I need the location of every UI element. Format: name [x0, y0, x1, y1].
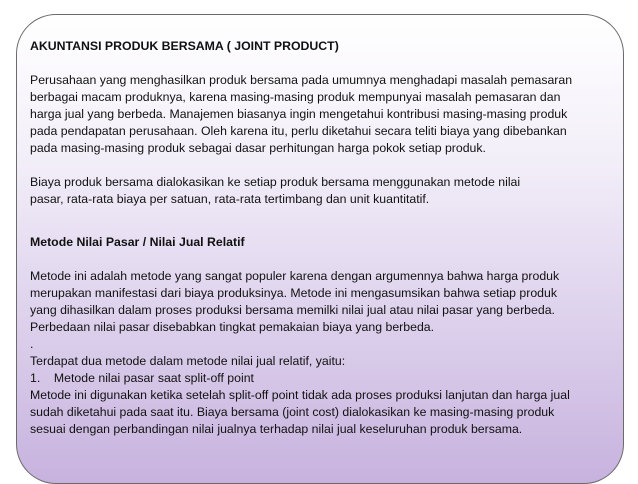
text-line: pasar, rata-rata biaya per satuan, rata-rata tertimbang dan unit kuantitatif. [30, 192, 430, 206]
text-line: berbagai macam produknya, karena masing-masing produk mempunyai masalah pemasaran dan [30, 90, 561, 104]
text-line: . [30, 337, 34, 351]
text-line: Metode ini digunakan ketika setelah split-off point tidak ada proses produksi lanjutan dan harga jual [30, 388, 570, 402]
text-line: pada pendapatan perusahaan. Oleh karena itu, perlu diketahui secara teliti biaya yang dibebankan [30, 124, 567, 138]
spacer [30, 55, 620, 72]
paragraph-allocation [30, 174, 620, 208]
spacer [30, 208, 620, 225]
spacer [30, 225, 620, 234]
section-heading: Metode Nilai Pasar / Nilai Jual Relatif [30, 235, 245, 249]
text-line: Perusahaan yang menghasilkan produk bersama pada umumnya menghadapi masalah pemasaran [30, 73, 573, 87]
text-line: sudah diketahui pada saat itu. Biaya bersama (joint cost) dialokasikan ke masing-masing produk [30, 405, 555, 419]
spacer [30, 251, 620, 268]
text-line: yang dihasilkan dalam proses produksi bersama memilki nilai jual atau nilai pasar yang berbeda. [30, 303, 555, 317]
spacer [30, 157, 620, 174]
paragraph-method [30, 268, 620, 438]
text-line: Perbedaan nilai pasar disebabkan tingkat pemakaian biaya yang berbeda. [30, 320, 435, 334]
text-line: sesuai dengan perbandingan nilai jualnya terhadap nilai jual keseluruhan produk bersama. [30, 422, 523, 436]
text-line: Terdapat dua metode dalam metode nilai jual relatif, yaitu: [30, 354, 346, 368]
text-line: Metode ini adalah metode yang sangat populer karena dengan argumennya bahwa harga produk [30, 269, 560, 283]
text-line: merupakan manifestasi dari biaya produksinya. Metode ini mengasumsikan bahwa setiap produk [30, 286, 558, 300]
text-line: Biaya produk bersama dialokasikan ke setiap produk bersama menggunakan metode nilai [30, 175, 521, 189]
list-item: 1. Metode nilai pasar saat split-off point [30, 371, 254, 385]
slide-content [30, 38, 620, 438]
slide-title: AKUNTANSI PRODUK BERSAMA ( JOINT PRODUCT) [30, 39, 339, 53]
text-line: pada masing-masing produk sebagai dasar perhitungan harga pokok setiap produk. [30, 141, 486, 155]
paragraph-intro [30, 72, 620, 157]
text-line: harga jual yang berbeda. Manajemen biasanya ingin mengetahui kontribusi masing-masing produk [30, 107, 568, 121]
